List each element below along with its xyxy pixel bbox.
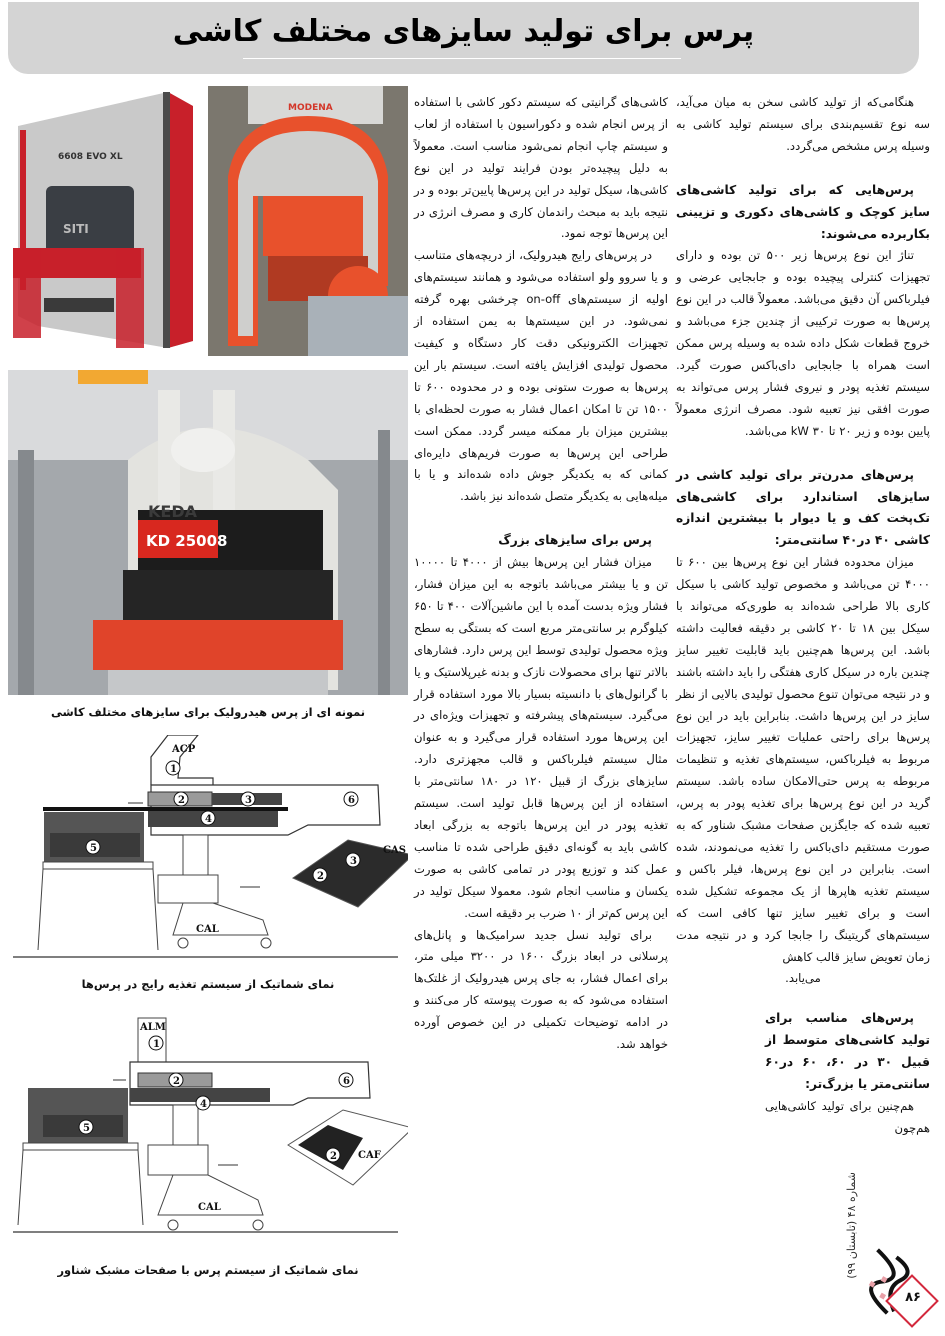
title-banner: [8, 2, 919, 74]
modena-logo: MODENA: [288, 103, 333, 113]
diagram2-callout-2: 2: [173, 1076, 180, 1087]
diagram1-callout-3: 3: [245, 795, 252, 806]
diagram1-inset-callout-2: 2: [317, 871, 324, 882]
section-heading-modern-presses: پرس‌های مدرن‌تر برای تولید کاشی در سایزهای استاندارد برای کاشی‌های تک‌پخت کف و یا دیوار با بیشترین اندازه کاشی ۴۰ در۴۰ سانتی‌متر:: [676, 467, 930, 548]
figure-caption-feeding-system: نمای شماتیک از سیستم تغذیه رایج در پرس‌ها: [81, 977, 335, 991]
diagram2-inset-callout-2: 2: [330, 1151, 337, 1162]
press-model-label: 6608 EVO XL: [58, 152, 123, 162]
diagram1-acp-label: ACP: [172, 744, 196, 755]
issue-label: شماره ۴۸ (تابستان ۹۹): [845, 1172, 858, 1279]
page-title: پرس برای تولید سایزهای مختلف کاشی: [172, 14, 755, 49]
section-body-modern-presses: میزان محدوده فشار این نوع پرس‌ها بین ۶۰۰ تا ۴۰۰۰ تن می‌باشد و مخصوص تولید کاشی با سیکل کاری بالا طراحی شده‌اند به طوری‌که می‌تواند با سیکل بین ۱۸ تا ۲۰ کاشی بر دقیقه فعالیت داشته باشد. این پرس‌ها هم‌چنین باید قابلیت تغییر سایز چندین باره در سیکل کاری هفتگی را باید داشته باشند و در نتیجه می‌توان تنوع محصول تولیدی بالایی از نظر سایز در این پرس‌ها داشت. بنابراین باید در این نوع پرس‌ها برای راحتی عملیات تغییر سایز، تجهیزات مربوط به فیلرباکس، سیستم‌های تغذیه و تنظیمات مربوطه به پرس حتی‌الامکان ساده باشد. سیستم گرید در این نوع پرس‌ها برای تغذیه پودر به پرس، تعبیه شده که جایگزین صفحات مشبک شناور که به صورت مستقیم دای‌باکس را تغذیه می‌نمودند، شده است. بنابراین در این نوع پرس‌ها، فیلر باکس و سیستم تغذیه هاپرها از یک مجموعه تشکیل شده است و برای تغییر سایز تنها کافی است که سیستم‌های گریتینگ را جابجا کرد و در نتیجه مدت زمان تعویض سایز قالب کاهش: [676, 555, 930, 964]
diagram1-callout-4: 4: [205, 814, 212, 825]
diagram1-callout-5: 5: [90, 843, 97, 854]
section-heading-medium-presses: پرس‌های مناسب برای تولید کاشی‌های متوسط از قبیل ۳۰ در ۶۰، ۶۰ در۶۰ سانتی‌متر یا بزرگ‌تر:: [765, 1011, 930, 1092]
roller-press-paragraph: برای تولید نسل جدید سرامیک‌ها و پانل‌های پرسلانی در ابعاد بزرگ ۱۶۰۰ در ۳۲۰۰ میلی متر، برای اعمال فشار، به جای پرس هیدرولیک از غلتک‌ها استفاده می‌شود که به صورت پیوسته کار می‌کنند و در ادامه توضیحات تکمیلی در این خصوص آورده خواهد شد.: [414, 927, 668, 1052]
large-sizes-paragraph: میزان فشار این پرس‌ها بیش از ۴۰۰۰ تا ۱۰۰۰۰ تن و یا بیشتر می‌باشد باتوجه به این میزان فشار، فشار ویژه بدست آمده با این ماشین‌آلات ۴۰۰ تا ۶۵۰ کیلوگرم بر سانتی‌متر مربع است که بستگی به سطح ویژه محصول تولیدی توسط این پرس دارد. فشارهای بالاتر تنها برای محصولات نازک و بدنه غیرپلاستیک و یا با گرانول‌های با دانسیته بسیار بالا مورد استفاده قرار می‌گیرد. سیستم‌های پیشرفته و تجهیزات ویژه‌ای در این پرس‌ها مورد استفاده قرار می‌گیرد و به عنوان مثال سیستم فیلرباکس و قالب مجهزتری دارد. سایزهای بزرگ از قبیل ۱۲۰ در ۱۸۰ سانتی‌متر با استفاده از این پرس‌ها قابل تولید است. سیستم تغذیه پودر در این پرس‌ها باتوجه به بزرگی ابعاد کاشی باید به گونه‌ای دقیق طراحی شده تا مناسب عمل کند و توزیع پودر در تمامی کاشی به صورت یکسان و مناسب انجام شود. معمولا سیکل تولید در این پرس کم‌تر از ۱۰ ضرب بر دقیقه است.: [414, 555, 668, 920]
siti-logo: SITI: [63, 222, 89, 236]
article-column-middle: [414, 92, 668, 1056]
diagram2-callout-1: 1: [153, 1039, 160, 1050]
section-heading-small-presses: پرس‌هایی که برای تولید کاشی‌های سایز کوچک و کاشی‌های دکوری و تزیینی بکاربرده می‌شوند:: [676, 182, 930, 241]
diagram2-callout-6: 6: [343, 1076, 350, 1087]
article-column-right: [676, 92, 930, 1140]
photo-modena-press: [208, 86, 408, 356]
keda-model-label: KD 25008: [146, 532, 228, 550]
diagram2-callout-4: 4: [200, 1099, 207, 1110]
diagram2-alm-label: ALM: [140, 1022, 166, 1033]
diagram1-cal-label: CAL: [196, 924, 219, 935]
diagram-feeding-system: [8, 735, 408, 960]
section-body-modern-presses-end: می‌یابد.: [785, 971, 821, 986]
diagram2-cal-label: CAL: [198, 1202, 221, 1213]
diagram1-callout-2: 2: [178, 795, 185, 806]
section-heading-large-sizes: پرس برای سایزهای بزرگ: [498, 533, 652, 548]
granite-tiles-paragraph: کاشی‌های گرانیتی که سیستم دکور کاشی با استفاده از پرس انجام شده و دکوراسیون با استفاده از لعاب و سیستم چاپ انجام نمی‌شود مناسب است. معمولاً به دلیل پیچیده‌تر بودن فرایند تولید در این نوع کاشی‌ها، سیکل تولید در این پرس‌ها پایین‌تر بوده و در نتیجه باید به مبحث راندمان کاری و مصرف انرژی در این پرس‌ها توجه نمود.: [414, 95, 668, 241]
figure-caption-floating-grid: نمای شماتیک از سیستم پرس با صفحات مشبک شناور: [57, 1263, 359, 1277]
page-number: ۸۶: [905, 1290, 921, 1305]
figure-caption-hydraulic-press: نمونه ای از پرس هیدرولیک برای سایزهای مختلف کاشی: [50, 705, 366, 719]
diagram2-callout-5: 5: [83, 1123, 90, 1134]
photo-siti-press: [8, 86, 198, 356]
photo-keda-press: [8, 370, 408, 695]
intro-paragraph: هنگامی‌که از تولید کاشی سخن به میان می‌آید، سه نوع تقسیم‌بندی برای سیستم تولید کاشی به وسیله پرس مشخص می‌گردد.: [676, 95, 930, 153]
hydraulic-presses-paragraph: در پرس‌های رایج هیدرولیک، از دریچه‌های متناسب و یا سروو ولو استفاده می‌شود و همانند سیستم‌های اولیه از سیستم‌های on-off چرخشی بهره گرفته نمی‌شود. در این سیستم‌ها به یمن استفاده از تجهیزات الکترونیکی دقت کار دستگاه و کیفیت محصول تولیدی افزایش یافته است. سیستم بار این پرس‌ها به صورت ستونی بوده و در محدوده ۶۰۰ تا ۱۵۰۰ تن تا امکان اعمال فشار به صورت لحظه‌ای با بیشترین میزان بار ممکنه میسر گردد. ممکن است طراحی این پرس‌ها به صورت فریم‌های دایره‌ای کمانی که به یکدیگر جوش داده شده‌اند و یا با میله‌هایی به یکدیگر متصل شده‌اند نیز باشد.: [414, 248, 668, 504]
diagram2-caf-label: CAF: [358, 1150, 381, 1161]
diagram1-callout-1: 1: [170, 764, 177, 775]
diagram1-cas-label: CAS: [383, 845, 406, 856]
keda-logo: KEDA: [148, 502, 197, 521]
diagram1-callout-6: 6: [348, 795, 355, 806]
title-underline: [243, 58, 681, 59]
section-body-medium-presses: هم‌چنین برای تولید کاشی‌هایی هم‌چون: [765, 1098, 930, 1135]
diagram1-inset-callout-3: 3: [350, 856, 357, 867]
diagram-floating-grid-system: [8, 1010, 408, 1240]
section-body-small-presses: تناژ این نوع پرس‌ها زیر ۵۰۰ تن بوده و دارای تجهیزات کنترلی پیچیده بوده و جابجایی عرضی و فیلرباکس آن دقیق می‌باشد. معمولاً قالب در این نوع پرس‌ها به صورت ترکیبی از چندین جزء می‌باشد و خروج قطعات شکل داده شده به وسیله پرس ممکن است همراه با جابجایی دای‌باکس صورت گیرد. سیستم تغذیه پودر و نیروی فشار پرس می‌تواند به صورت افقی نیز تعبیه شود. مصرف انرژی معمولاً پایین بوده و زیر ۲۰ تا ۳۰ kW می‌باشد.: [676, 248, 930, 438]
